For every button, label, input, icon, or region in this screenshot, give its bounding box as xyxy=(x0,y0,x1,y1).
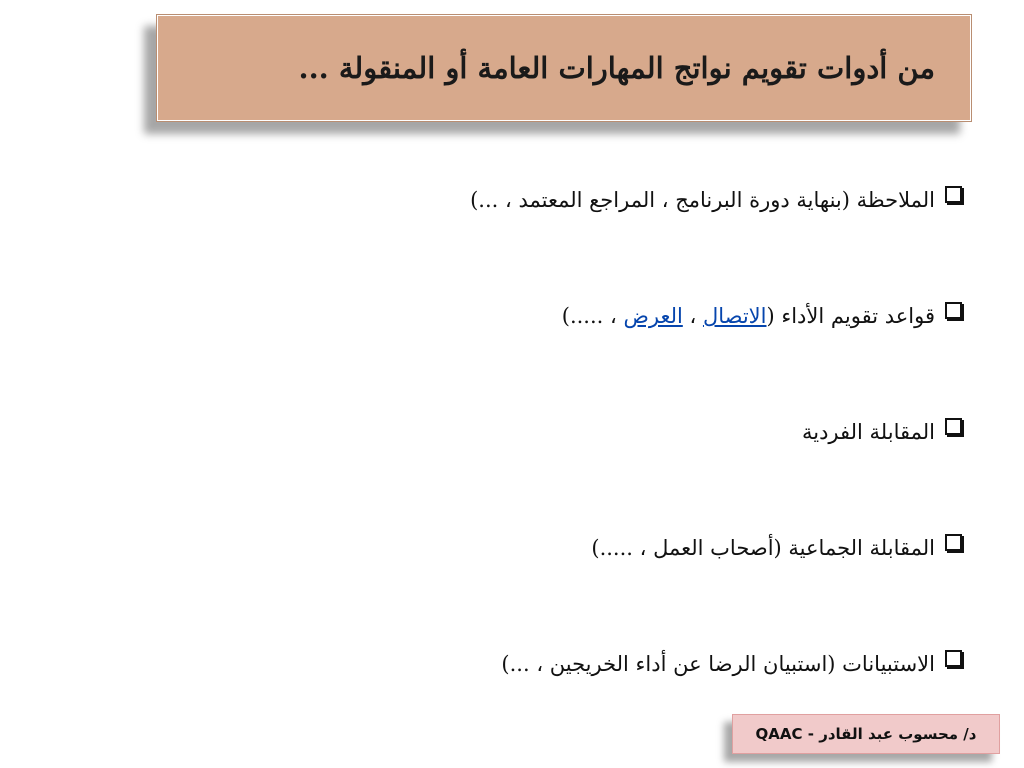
slide-title: من أدوات تقويم نواتج المهارات العامة أو المنقولة ... xyxy=(298,51,935,85)
checkbox-square-icon xyxy=(945,534,962,551)
bullet-text: الملاحظة (بنهاية دورة البرنامج ، المراجع المعتمد ، ...) xyxy=(470,188,935,212)
checkbox-square-icon xyxy=(945,418,962,435)
bullet-text: المقابلة الجماعية (أصحاب العمل ، .....) xyxy=(591,536,935,560)
bullet-item xyxy=(322,374,962,490)
slide-title-box xyxy=(156,14,972,122)
bullet-item xyxy=(322,142,962,258)
link-presentation[interactable]: العرض xyxy=(623,304,683,328)
bullet-item xyxy=(322,606,962,722)
bullet-text: قواعد تقويم الأداء (الاتصال ، العرض ، .....) xyxy=(561,304,935,328)
link-communication[interactable]: الاتصال xyxy=(702,304,767,328)
bullet-item xyxy=(322,258,962,374)
footer-text: د/ محسوب عبد القادر - QAAC xyxy=(755,725,977,743)
bullet-text: الاستبيانات (استبيان الرضا عن أداء الخريجين ، ...) xyxy=(501,652,935,676)
bullet-list xyxy=(322,142,962,722)
checkbox-square-icon xyxy=(945,650,962,667)
checkbox-square-icon xyxy=(945,302,962,319)
checkbox-square-icon xyxy=(945,186,962,203)
footer-box xyxy=(732,714,1000,754)
bullet-item xyxy=(322,490,962,606)
bullet-text: المقابلة الفردية xyxy=(801,420,935,444)
